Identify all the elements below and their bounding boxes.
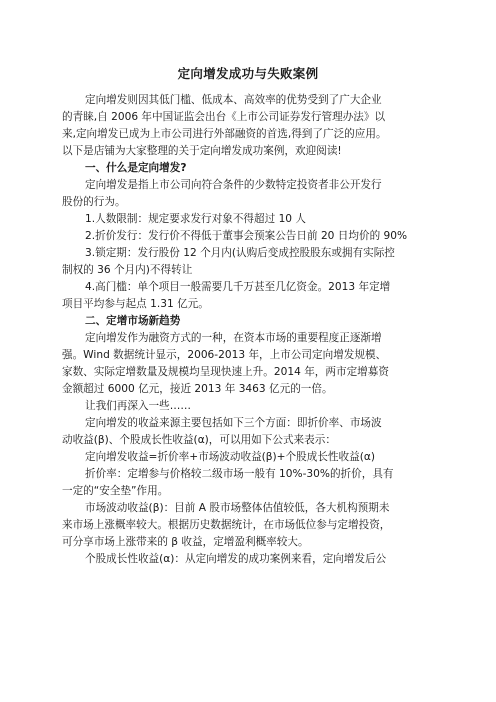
paragraph-line: 3.锁定期：发行股份 12 个月内(认购后变成控股股东或拥有实际控 <box>85 247 395 259</box>
paragraph-line: 强。Wind 数据统计显示，2006-2013 年，上市公司定向增发规模、 <box>62 349 387 361</box>
paragraph-line: 定向增发收益=折价率+市场波动收益(β)+个股成长性收益(α) <box>85 451 375 463</box>
paragraph-line: 定向增发的收益来源主要包括如下三个方面：即折价率、市场波 <box>85 417 382 429</box>
paragraph-line: 定向增发则因其低门槛、低成本、高效率的优势受到了广大企业 <box>85 94 382 106</box>
paragraph-line: 定向增发作为融资方式的一种，在资本市场的重要程度正逐渐增 <box>85 332 382 344</box>
paragraph-line: 的青睐,自 2006 年中国证监会出台《上市公司证券发行管理办法》以 <box>62 111 386 123</box>
section-heading: 一、什么是定向增发? <box>85 162 187 174</box>
paragraph-line: 金额超过 6000 亿元，接近 2013 年 3463 亿元的一倍。 <box>62 383 333 395</box>
paragraph-line: 来,定向增发已成为上市公司进行外部融资的首选,得到了广泛的应用。 <box>62 128 387 140</box>
section-heading: 二、定增市场新趋势 <box>85 315 181 327</box>
paragraph-line: 可分享市场上涨带来的 β 收益，定增盈利概率较大。 <box>62 536 309 548</box>
document-title: 定向增发成功与失败案例 <box>177 66 319 81</box>
document-body <box>62 92 434 568</box>
paragraph-line: 让我们再深入一些…… <box>85 400 191 412</box>
paragraph-line: 股份的行为。 <box>62 196 126 208</box>
paragraph-line: 家数、实际定增数量及规模均呈现快速上升。2014 年，两市定增募资 <box>62 366 389 378</box>
paragraph-line: 折价率：定增参与价格较二级市场一般有 10%-30%的折价，具有 <box>85 468 394 480</box>
paragraph-line: 制权的 36 个月内)不得转让 <box>62 264 193 276</box>
paragraph-line: 项目平均参与起点 1.31 亿元。 <box>62 298 209 310</box>
paragraph-line: 一定的“安全垫”作用。 <box>62 485 169 497</box>
paragraph-line: 4.高门槛：单个项目一般需要几千万甚至几亿资金。2013 年定增 <box>85 281 391 293</box>
paragraph-line: 来市场上涨概率较大。根据历史数据统计，在市场低位参与定增投资， <box>62 519 391 531</box>
paragraph-line: 以下是店铺为大家整理的关于定向增发成功案例，欢迎阅读! <box>62 145 342 157</box>
paragraph-line: 定向增发是指上市公司向符合条件的少数特定投资者非公开发行 <box>85 179 382 191</box>
paragraph-line: 2.折价发行：发行价不得低于董事会预案公告日前 20 日均价的 90% <box>85 230 408 242</box>
paragraph-line: 1.人数限制：规定要求发行对象不得超过 10 人 <box>85 213 307 225</box>
paragraph-line: 市场波动收益(β)：目前 A 股市场整体估值较低，各大机构预期未 <box>85 502 390 514</box>
paragraph-line: 个股成长性收益(α)：从定向增发的成功案例来看，定向增发后公 <box>85 553 387 565</box>
paragraph-line: 动收益(β)、个股成长性收益(α)，可以用如下公式来表示： <box>62 434 336 446</box>
